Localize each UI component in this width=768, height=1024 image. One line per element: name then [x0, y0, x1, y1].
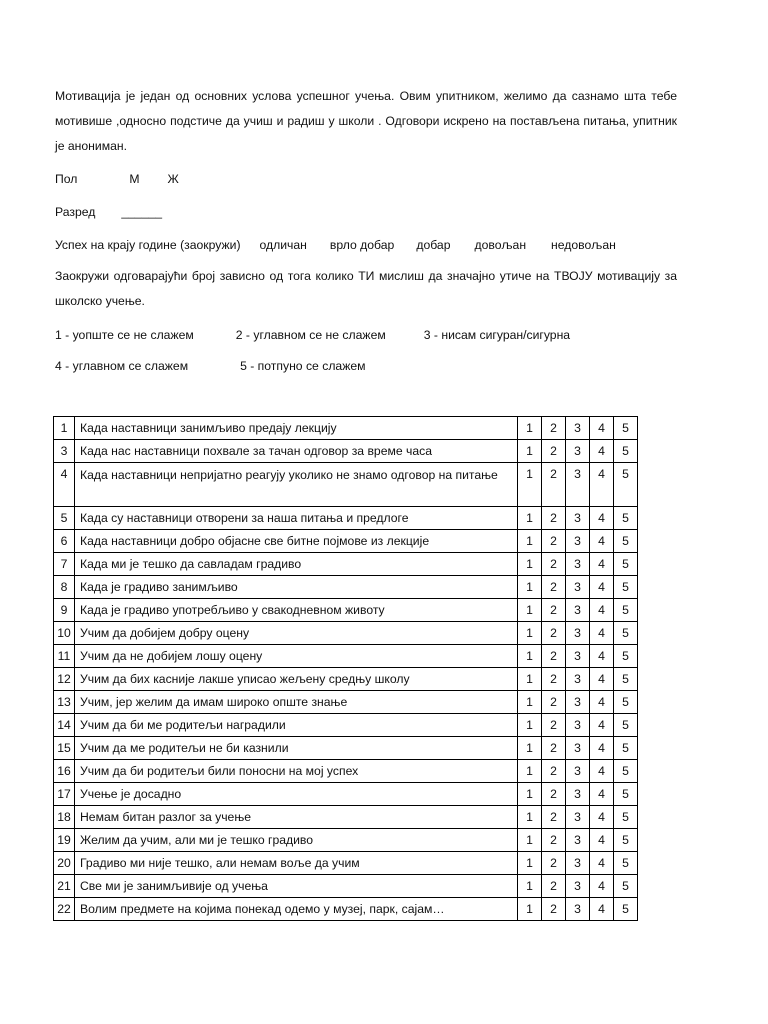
- scale-legend-line-1: [55, 327, 677, 343]
- row-number: 9: [54, 599, 75, 622]
- rating-option-3[interactable]: 3: [566, 691, 590, 714]
- rating-option-3[interactable]: 3: [566, 898, 590, 921]
- rating-option-2[interactable]: 2: [542, 714, 566, 737]
- row-number: 13: [54, 691, 75, 714]
- row-number: 10: [54, 622, 75, 645]
- rating-option-2[interactable]: 2: [542, 898, 566, 921]
- rating-option-2[interactable]: 2: [542, 553, 566, 576]
- rating-option-2[interactable]: 2: [542, 737, 566, 760]
- row-number: 19: [54, 829, 75, 852]
- rating-option-2[interactable]: 2: [542, 806, 566, 829]
- rating-option-3[interactable]: 3: [566, 530, 590, 553]
- rating-option-5[interactable]: 5: [614, 530, 638, 553]
- rating-option-1[interactable]: 1: [518, 829, 542, 852]
- statement-text: Учим да не добијем лошу оцену: [75, 645, 518, 668]
- rating-option-4[interactable]: 4: [590, 783, 614, 806]
- rating-option-5[interactable]: 5: [614, 622, 638, 645]
- rating-option-5[interactable]: 5: [614, 691, 638, 714]
- gender-option-z[interactable]: Ж: [167, 172, 179, 186]
- statement-text: Учим да бих касније лакше уписао жељену средњу школу: [75, 668, 518, 691]
- rating-option-5[interactable]: 5: [614, 463, 638, 507]
- statement-text: Када је градиво употребљиво у свакодневном животу: [75, 599, 518, 622]
- rating-option-1[interactable]: 1: [518, 852, 542, 875]
- rating-option-1[interactable]: 1: [518, 622, 542, 645]
- statement-text: Све ми је занимљивије од учења: [75, 875, 518, 898]
- grade-blank[interactable]: ______: [121, 205, 163, 219]
- table-row: [54, 852, 638, 875]
- rating-option-3[interactable]: 3: [566, 645, 590, 668]
- rating-option-2[interactable]: 2: [542, 599, 566, 622]
- statement-text: Када нас наставници похвале за тачан одговор за време часа: [75, 440, 518, 463]
- rating-option-3[interactable]: 3: [566, 714, 590, 737]
- row-number: 3: [54, 440, 75, 463]
- success-option-dovoljan[interactable]: довољан: [474, 238, 527, 252]
- rating-option-5[interactable]: 5: [614, 760, 638, 783]
- success-option-vrlo-dobar[interactable]: врло добар: [329, 238, 395, 252]
- rating-option-4[interactable]: 4: [590, 852, 614, 875]
- instruction-paragraph: Заокружи одговарајући број зависно од тога колико ТИ мислиш да значајно утиче на ТВОЈУ мотивацију за школско учење.: [55, 269, 677, 308]
- table-row: [54, 599, 638, 622]
- statement-text: Када су наставници отворени за наша питања и предлоге: [75, 507, 518, 530]
- rating-option-5[interactable]: 5: [614, 737, 638, 760]
- questionnaire-page: [55, 84, 677, 374]
- rating-option-5[interactable]: 5: [614, 507, 638, 530]
- rating-option-1[interactable]: 1: [518, 898, 542, 921]
- rating-option-1[interactable]: 1: [518, 737, 542, 760]
- table-row: [54, 737, 638, 760]
- row-number: 14: [54, 714, 75, 737]
- table-row: [54, 576, 638, 599]
- rating-option-2[interactable]: 2: [542, 622, 566, 645]
- rating-option-5[interactable]: 5: [614, 440, 638, 463]
- rating-option-1[interactable]: 1: [518, 691, 542, 714]
- rating-option-3[interactable]: 3: [566, 668, 590, 691]
- scale-item-4: 4 - углавном се слажем: [55, 359, 189, 373]
- rating-option-5[interactable]: 5: [614, 875, 638, 898]
- statement-text: Желим да учим, али ми је тешко градиво: [75, 829, 518, 852]
- table-row: [54, 530, 638, 553]
- success-label: Успех на крају године (заокружи): [55, 238, 241, 252]
- rating-option-1[interactable]: 1: [518, 507, 542, 530]
- table-row: [54, 898, 638, 921]
- rating-option-1[interactable]: 1: [518, 645, 542, 668]
- statement-text: Учим да ме родитељи не би казнили: [75, 737, 518, 760]
- table-row: [54, 417, 638, 440]
- rating-option-2[interactable]: 2: [542, 576, 566, 599]
- row-number: 5: [54, 507, 75, 530]
- row-number: 17: [54, 783, 75, 806]
- rating-option-5[interactable]: 5: [614, 645, 638, 668]
- rating-option-2[interactable]: 2: [542, 507, 566, 530]
- statement-text: Када је градиво занимљиво: [75, 576, 518, 599]
- rating-option-5[interactable]: 5: [614, 898, 638, 921]
- statement-text: Када ми је тешко да савладам градиво: [75, 553, 518, 576]
- table-row: [54, 622, 638, 645]
- rating-option-2[interactable]: 2: [542, 783, 566, 806]
- rating-option-2[interactable]: 2: [542, 530, 566, 553]
- rating-option-2[interactable]: 2: [542, 463, 566, 507]
- rating-option-1[interactable]: 1: [518, 760, 542, 783]
- rating-option-2[interactable]: 2: [542, 668, 566, 691]
- rating-option-4[interactable]: 4: [590, 691, 614, 714]
- statement-text: Учим да би родитељи били поносни на мој успех: [75, 760, 518, 783]
- gender-option-m[interactable]: М: [129, 172, 140, 186]
- row-number: 21: [54, 875, 75, 898]
- rating-option-5[interactable]: 5: [614, 806, 638, 829]
- statement-text: Учим, јер желим да имам широко опште знање: [75, 691, 518, 714]
- rating-option-3[interactable]: 3: [566, 553, 590, 576]
- table-row: [54, 553, 638, 576]
- rating-option-1[interactable]: 1: [518, 783, 542, 806]
- rating-option-3[interactable]: 3: [566, 417, 590, 440]
- table-row: [54, 645, 638, 668]
- rating-option-1[interactable]: 1: [518, 875, 542, 898]
- rating-option-2[interactable]: 2: [542, 760, 566, 783]
- rating-option-3[interactable]: 3: [566, 829, 590, 852]
- rating-option-2[interactable]: 2: [542, 417, 566, 440]
- rating-option-4[interactable]: 4: [590, 417, 614, 440]
- row-number: 4: [54, 463, 75, 507]
- rating-option-4[interactable]: 4: [590, 599, 614, 622]
- rating-option-4[interactable]: 4: [590, 553, 614, 576]
- table-row: [54, 463, 638, 507]
- rating-option-3[interactable]: 3: [566, 852, 590, 875]
- rating-option-3[interactable]: 3: [566, 507, 590, 530]
- rating-option-3[interactable]: 3: [566, 875, 590, 898]
- rating-option-4[interactable]: 4: [590, 463, 614, 507]
- rating-option-5[interactable]: 5: [614, 599, 638, 622]
- rating-option-4[interactable]: 4: [590, 530, 614, 553]
- intro-paragraph: Мотивација је један од основних услова успешног учења. Овим упитником, желимо да сазнамо шта тебе мотивише ,односно подстиче да учиш и радиш у школи . Одговори искрено на постављена питања, упитник је анониман.: [55, 89, 677, 153]
- rating-option-3[interactable]: 3: [566, 737, 590, 760]
- rating-option-4[interactable]: 4: [590, 829, 614, 852]
- statement-text: Учим да добијем добру оцену: [75, 622, 518, 645]
- table-row: [54, 783, 638, 806]
- row-number: 18: [54, 806, 75, 829]
- table-row: [54, 507, 638, 530]
- rating-option-4[interactable]: 4: [590, 507, 614, 530]
- table-row: [54, 829, 638, 852]
- rating-option-2[interactable]: 2: [542, 875, 566, 898]
- rating-option-4[interactable]: 4: [590, 875, 614, 898]
- rating-option-5[interactable]: 5: [614, 553, 638, 576]
- table-row: [54, 714, 638, 737]
- rating-option-5[interactable]: 5: [614, 714, 638, 737]
- scale-legend-line-2: [55, 358, 677, 374]
- rating-option-3[interactable]: 3: [566, 806, 590, 829]
- row-number: 16: [54, 760, 75, 783]
- table-row: [54, 760, 638, 783]
- statement-text: Када наставници добро објасне све битне појмове из лекције: [75, 530, 518, 553]
- rating-option-1[interactable]: 1: [518, 806, 542, 829]
- rating-option-1[interactable]: 1: [518, 417, 542, 440]
- statement-text: Волим предмете на којима понекад одемо у музеј, парк, сајам…: [75, 898, 518, 921]
- table-row: [54, 440, 638, 463]
- rating-option-3[interactable]: 3: [566, 440, 590, 463]
- table-row: [54, 875, 638, 898]
- rating-option-4[interactable]: 4: [590, 714, 614, 737]
- rating-option-3[interactable]: 3: [566, 576, 590, 599]
- rating-option-2[interactable]: 2: [542, 852, 566, 875]
- rating-table: [53, 416, 638, 921]
- rating-option-5[interactable]: 5: [614, 852, 638, 875]
- rating-option-1[interactable]: 1: [518, 530, 542, 553]
- row-number: 1: [54, 417, 75, 440]
- rating-option-2[interactable]: 2: [542, 829, 566, 852]
- rating-option-3[interactable]: 3: [566, 463, 590, 507]
- scale-item-5: 5 - потпуно се слажем: [240, 359, 366, 373]
- row-number: 12: [54, 668, 75, 691]
- rating-option-4[interactable]: 4: [590, 806, 614, 829]
- success-option-dobar[interactable]: добар: [416, 238, 451, 252]
- grade-label: Разред: [55, 205, 96, 219]
- rating-option-3[interactable]: 3: [566, 599, 590, 622]
- rating-table-body: [54, 417, 638, 921]
- table-row: [54, 806, 638, 829]
- table-row: [54, 691, 638, 714]
- gender-label: Пол: [55, 172, 78, 186]
- rating-option-4[interactable]: 4: [590, 898, 614, 921]
- rating-option-4[interactable]: 4: [590, 645, 614, 668]
- statement-text: Када наставници занимљиво предају лекцију: [75, 417, 518, 440]
- rating-option-4[interactable]: 4: [590, 622, 614, 645]
- rating-option-1[interactable]: 1: [518, 668, 542, 691]
- rating-option-1[interactable]: 1: [518, 440, 542, 463]
- rating-option-3[interactable]: 3: [566, 783, 590, 806]
- statement-text: Учим да би ме родитељи наградили: [75, 714, 518, 737]
- scale-item-3: 3 - нисам сигуран/сигурна: [423, 328, 571, 342]
- row-number: 20: [54, 852, 75, 875]
- rating-option-1[interactable]: 1: [518, 553, 542, 576]
- rating-option-4[interactable]: 4: [590, 737, 614, 760]
- gender-line: [55, 171, 677, 187]
- rating-option-1[interactable]: 1: [518, 576, 542, 599]
- rating-option-3[interactable]: 3: [566, 622, 590, 645]
- statement-text: Учење је досадно: [75, 783, 518, 806]
- rating-option-5[interactable]: 5: [614, 417, 638, 440]
- rating-option-5[interactable]: 5: [614, 829, 638, 852]
- scale-item-2: 2 - углавном се не слажем: [235, 328, 386, 342]
- rating-option-2[interactable]: 2: [542, 440, 566, 463]
- success-option-odlican[interactable]: одличан: [259, 238, 307, 252]
- grade-line: [55, 204, 677, 220]
- rating-option-2[interactable]: 2: [542, 691, 566, 714]
- table-row: [54, 668, 638, 691]
- rating-option-4[interactable]: 4: [590, 576, 614, 599]
- rating-option-4[interactable]: 4: [590, 668, 614, 691]
- statement-text: Када наставници непријатно реагују уколико не знамо одговор на питање: [75, 463, 518, 507]
- rating-option-5[interactable]: 5: [614, 576, 638, 599]
- rating-option-5[interactable]: 5: [614, 783, 638, 806]
- row-number: 22: [54, 898, 75, 921]
- rating-option-2[interactable]: 2: [542, 645, 566, 668]
- row-number: 8: [54, 576, 75, 599]
- success-line: [55, 237, 677, 253]
- row-number: 11: [54, 645, 75, 668]
- rating-option-4[interactable]: 4: [590, 440, 614, 463]
- statement-text: Градиво ми није тешко, али немам воље да учим: [75, 852, 518, 875]
- row-number: 15: [54, 737, 75, 760]
- rating-option-1[interactable]: 1: [518, 463, 542, 507]
- success-option-nedovoljan[interactable]: недовољан: [551, 238, 616, 252]
- rating-option-3[interactable]: 3: [566, 760, 590, 783]
- rating-option-4[interactable]: 4: [590, 760, 614, 783]
- scale-item-1: 1 - уопште се не слажем: [55, 328, 194, 342]
- rating-option-1[interactable]: 1: [518, 599, 542, 622]
- row-number: 7: [54, 553, 75, 576]
- rating-option-5[interactable]: 5: [614, 668, 638, 691]
- statement-text: Немам битан разлог за учење: [75, 806, 518, 829]
- row-number: 6: [54, 530, 75, 553]
- rating-option-1[interactable]: 1: [518, 714, 542, 737]
